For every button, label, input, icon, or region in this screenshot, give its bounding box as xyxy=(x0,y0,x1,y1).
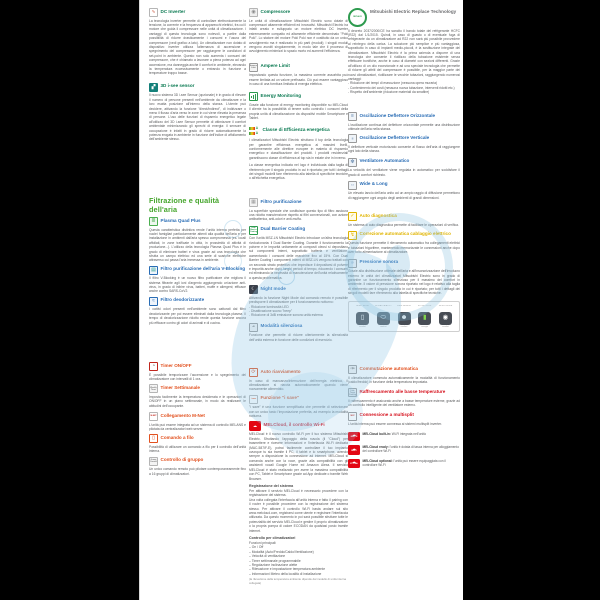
low-temp-cooling-icon xyxy=(348,388,357,397)
feature-title: Modalità silenziosa xyxy=(260,323,303,329)
feature-title: Energy Monitoring xyxy=(260,92,302,98)
bullet-item: - Riduzione dei tempi di esecuzione (nessuna opera muraria) xyxy=(348,81,438,86)
feature-header xyxy=(149,384,246,393)
horizontal-vane-icon-glyph: ≡ xyxy=(351,113,354,119)
feature-title: Plasma Quad Plus xyxy=(160,217,201,223)
night-mode-icon-glyph: ☾ xyxy=(251,286,256,293)
subsection-title: Registrazione del sistema xyxy=(249,483,294,488)
feature-body: L'unità può essere integrata ad un sistema di controllo MELANS e pilotata da centralizzatori web server. xyxy=(149,422,246,431)
wide-long-airflow-icon-glyph: ⇔ xyxy=(350,181,355,188)
weekly-timer-icon-label: Weekly Timer xyxy=(150,386,157,391)
feature-header xyxy=(149,412,246,421)
feature-header xyxy=(348,181,460,190)
feature-header xyxy=(249,226,348,235)
ampere-limit-icon xyxy=(249,63,258,72)
column-group-col3_bot xyxy=(348,365,460,498)
section-compressore xyxy=(249,8,348,54)
section-filtro-v-blocking xyxy=(149,266,246,294)
feature-body: Il raffrescamento è assicurato anche a basse temperature esterne, grazie ad un controllo intelligente del ventilatore esterno. xyxy=(348,398,460,408)
section-3d-i-see-sensor xyxy=(149,83,246,142)
melcloud-list-item xyxy=(348,445,460,455)
bullet-item: - Disattivazione suono "beep" xyxy=(249,309,293,313)
feature-header xyxy=(249,368,348,377)
melcloud-item-text xyxy=(363,432,426,436)
plasma-quad-icon xyxy=(149,217,158,226)
feature-header xyxy=(149,434,246,443)
feature-header xyxy=(348,158,460,167)
dual-barrier-coating-icon xyxy=(249,226,258,235)
column-group-col1_top xyxy=(149,8,246,194)
occupancy-sensor-icon: ☻ xyxy=(398,312,411,325)
night-mode-icon xyxy=(249,285,258,294)
section-classe-efficienza-note xyxy=(249,163,348,181)
feature-header xyxy=(348,112,460,121)
v-blocking-filter-icon xyxy=(149,266,158,275)
mxz-multisplit-icon-label: MXZ xyxy=(350,415,355,418)
panel-cell-indoor-unit-icon xyxy=(353,305,372,328)
section-funzione-i-save xyxy=(249,395,348,419)
feature-header xyxy=(348,231,460,240)
energy-monitoring-icon xyxy=(249,92,258,101)
v-blocking-filter-icon-glyph: ▤ xyxy=(151,266,156,273)
feature-body: Il filtro V-Blocking è un nuovo filtro purificatore che migliora il sistema filtrante agli ioni d'argento aggiungendo un'azione anti-virus, in grado di inibire virus, batteri, muffe e allergeni; efficace anche contro SARS-CoV2. xyxy=(149,276,246,294)
vertical-vane-icon-label: ||| xyxy=(351,137,354,140)
section-ampere-limit xyxy=(249,63,348,87)
auto-fan-icon xyxy=(348,158,357,167)
melcloud-item-text xyxy=(363,445,461,453)
feature-header xyxy=(149,457,246,466)
energy-label-class: A xyxy=(255,126,259,131)
feature-body: I climatizzatori Mitsubishi Electric sfruttano il top della tecnologia per garantire efficienza energetica ai massimi livelli, conformemente alle direttive europee in materia di risparmio energetico e classificazione dei prodotti. I prodotti residenziali garantiscono classe di efficienza al top sia in estate che in inverno. xyxy=(249,138,348,160)
feature-header xyxy=(249,127,348,137)
bullet-item: – Timer settimanale programmabile xyxy=(249,558,301,563)
auto-fan-icon-glyph: ✻ xyxy=(350,158,355,165)
i-save-icon xyxy=(249,395,258,404)
feature-title: Filtro purificazione xyxy=(260,198,302,204)
panel-cell-auto-mode-icon xyxy=(374,305,393,328)
panel-cell-occupancy-sensor-icon xyxy=(395,305,414,328)
feature-title: Connessione a multisplit xyxy=(359,412,414,418)
feature-body: Possibilità di utilizzare un comando a filo per il controllo dell'unità interna. xyxy=(149,444,246,454)
column-group-col3_mid xyxy=(348,212,460,362)
auto-restart-icon xyxy=(249,368,258,377)
low-temp-cooling-icon-label: Low Temp Cooling xyxy=(348,389,357,396)
feature-body: Un unico comando remoto può pilotare contemporaneamente fino a 16 gruppi di climatizzatori. xyxy=(149,467,246,476)
energy-label-bar xyxy=(249,132,255,135)
feature-body: Il climatizzatore commuta automaticamente la modalità di funzionamento (caldo/freddo) in funzione della temperatura impostata. xyxy=(348,375,460,384)
section-melcloud-ready xyxy=(348,445,460,455)
footnote: (la rilevazione della temperatura ambiente dipende dal modello di unità interna collegata) xyxy=(249,576,347,585)
feature-title: MELCloud, il controllo Wi-Fi xyxy=(263,421,325,427)
feature-title: Raffrescamento alle basse temperature xyxy=(359,388,446,394)
subsection-paragraph: Una volta collegata l'interfaccia all'unità interna e fatto il pairing con il router è possibile procedere con la registrazione del sistema stesso. Per attivare il controllo Wi-Fi basta andare sul sito www.melcloud.com, registrarsi come utente e registrare l'interfaccia utilizzata. Da questo momento in poi sarà possibile sfruttare tutte le potenzialità del servizio MELCloud e gestire il proprio climatizzatore o la propria pompa di calore ECODAN da qualsiasi posto tramite internet. xyxy=(249,497,348,533)
silent-mode-icon-label: dB xyxy=(252,326,255,329)
feature-header xyxy=(149,83,246,92)
cloud-glyph: ☁ xyxy=(253,423,257,429)
feature-header xyxy=(249,395,348,404)
feature-body: I cattivi odori presenti nell'ambiente sono catturati dal filtro deodorizzante per poi essere eliminati dalla tecnologia plasma. Il tempo di deodorizzazione ridotto rende questa funzione ancora più efficace contro gli odori di animali e di cucina. xyxy=(149,307,246,325)
melcloud-item-name: MELCloud ready: xyxy=(362,445,389,450)
section-energy-monitoring xyxy=(249,92,348,120)
feature-header xyxy=(149,8,246,17)
feature-header xyxy=(249,421,348,431)
dc-inverter-icon xyxy=(149,8,158,17)
feature-title: Comando a filo xyxy=(160,434,194,440)
feature-title: Collegamento M-Net xyxy=(160,412,205,418)
purifying-filter-icon xyxy=(249,198,258,207)
panel-cell-label: comfort xyxy=(359,325,366,328)
compressor-icon xyxy=(249,8,258,17)
section-filtro-purificazione xyxy=(249,198,348,222)
bullet-item: – Velocità di ventilazione xyxy=(249,554,286,559)
feature-header xyxy=(149,297,246,306)
feature-title: DC Inverter xyxy=(160,8,186,14)
melcloud-item-description: l'unità è dotata di tasca interna per alloggiamento del controllore Wi-Fi xyxy=(362,445,459,454)
section-comando-a-filo xyxy=(149,434,246,453)
i-see-sensor-icon-glyph: ▞ xyxy=(151,83,156,90)
feature-header xyxy=(348,388,460,397)
deodorizing-filter-icon xyxy=(149,297,158,306)
melcloud-badge-icon xyxy=(348,445,360,455)
i-see-sensor-icon xyxy=(149,83,158,92)
feature-title: Mitsubishi Electric Replace Technology xyxy=(370,8,457,14)
feature-body: Il decreto 2037/2000/CE ha sancito il bando totale del refrigerante HCFC (R22) dal 1/1/2015. Quindi, in caso di guasto o di eventuale fuga di refrigerante da un climatizzatore ad R22 non sarà più possibile provvedere al reintegro della carica. La soluzione più semplice e più vantaggiosa, soprattutto in caso di impianti medio-piccoli, è la sostituzione integrale del climatizzatore. Mitsubishi Electric è la prima azienda a disporre di una tecnologia che consente il riutilizzo della tubazione esistente senza effettuare bonifiche, anche in caso di diametri con sezioni differenti. Grazie all'utilizzo di un olio eccezionale e ad una speciale tecnologia che permette di ridurre gli attriti del compressore è possibile, per la maggior parte dei nuovi climatizzatori, riutilizzare le vecchie tubazioni, raggiungendo numerosi vantaggi: xyxy=(348,28,460,81)
section-comfort-icons-panel xyxy=(348,301,460,332)
feature-body: Le unità di climatizzazione Mitsubishi Electric sono dotate di compressori altamente efficienti ed innovativi. Mitsubishi Electric ha infatti creato e sviluppato un motore elettrico DC Inverter estremamente compatto ed altamente efficiente denominato "Poki Poki". Lo statore del motore Poki Poki non è costituito da un unico avvolgimento ma è realizzato in più parti (moduli); i singoli moduli vengono avvolti singolarmente, in modo tale che il processo di avvolgimento minimizzi lo spazio morto ed aumenti l'efficienza. xyxy=(249,18,348,54)
section-night-mode xyxy=(249,285,348,318)
feature-header xyxy=(348,259,460,268)
feature-title: Controllo di gruppo xyxy=(160,457,204,463)
m-net-icon-label: M-NET xyxy=(150,415,157,418)
panel-cell-caption: SILENT MODE xyxy=(438,304,453,307)
section-wide-and-long xyxy=(348,181,460,200)
ampere-limit-icon-label: Ampere Limit xyxy=(249,65,258,70)
feature-header xyxy=(149,217,246,226)
column-group-col1_bot xyxy=(149,362,246,490)
feature-header xyxy=(249,285,348,294)
section-classe-efficienza xyxy=(249,127,348,161)
feature-body: Questa caratteristica distintiva rende l'unità interna perfetta per nuclei famigliari particolarmente attenti alla qualità dell'aria e per installazione in ambienti dall'aria spesso compromessa (es. locali affollati, in zone trafficate in città, in prossimità di attività di produzione...). L'utilizzo della tecnologia Plasma Quad Plus è in grado di eliminare batteri e virus grazie ad una tecnologia che sfrutta un campo elettrico ed una serie di scariche elettriche attraverso cui passa l'aria immessa in ambiente. xyxy=(149,227,246,263)
section-timer-settimanale xyxy=(149,384,246,408)
melcloud-item-text xyxy=(363,459,461,467)
column-group-col1_mid xyxy=(149,196,246,358)
horizontal-vane-icon xyxy=(348,112,357,121)
feature-body: La tecnologia inverter permette di controllare elettronicamente la tensione, la corrente e la frequenza di apparecchi elettrici, fra cui il motore che guida il compressore nelle unità di climatizzazione. I vantaggi di questa tecnologia sono notevoli, a partire dalla possibilità di ridurre drasticamente i consumi e l'usura del compressore (vedi grafico a lato). Un climatizzatore non dotato di dispositivo inverter utilizza l'alternanza di accensione e spegnimento del compressore per raggiungere le condizioni di set-point in ambiente. Questo non solo aumenta i consumi del compressore, che è chiamato a lavorare a piena potenza ad ogni accensione, ma danneggia anche il comfort in ambiente, elevando la temperatura eccessivamente o entrando in funzione a temperature troppo basse. xyxy=(149,18,246,76)
vertical-vane-icon xyxy=(348,134,357,143)
feature-body: Grazie alla distribuzione ottimale dell'aria e all'insonorizzazione dell'involucro esterno le unità dei climatizzatori Mitsubishi Electric sono in grado di garantire un funzionamento silenzioso per il massimo del comfort in ambiente. Il valore di pressione sonora riportato nel logo è relativo alla taglia di riferimento per il singolo prodotto in cui è riportato; per tutti i dettagli dei singoli modelli fare riferimento alla tabella di specifiche tecniche. xyxy=(348,269,460,296)
energy-label-row xyxy=(249,132,260,137)
energy-class-label-icon xyxy=(249,127,260,137)
section-controllo-di-gruppo xyxy=(149,457,246,476)
melcloud-list-item xyxy=(348,459,460,469)
panel-cell-label: comfort xyxy=(442,325,449,328)
feature-body: MELCloud è il nuovo controllo Wi-Fi per il tuo sistema Mitsubishi Electric. Sfruttando l'appoggio della nuvola (il "Cloud") per trasmettere e ricevere informazioni e l'interfaccia Wi-Fi dedicata (MAC-587IF-E), potrai facilmente controllare il tuo impianto ovunque tu sia tramite il PC, il tablet e lo smartphone, avendo sempre a disposizione la connessione ad internet. MELCloud si comanda anche con la voce, grazie alla compatibilità con gli assistenti vocali Google Home ed Amazon Alexa. Il servizio MELCloud è stato realizzato per avere la massima compatibilità con PC, Tablet e Smartphone grazie ad App dedicate o tramite Web Browser. xyxy=(249,432,348,481)
group-control-icon-label: Group Control xyxy=(150,459,157,464)
melcloud-badge-icon xyxy=(348,459,360,469)
feature-title: Compressore xyxy=(260,8,291,14)
purifying-filter-icon-glyph: ▦ xyxy=(251,199,256,205)
feature-header xyxy=(348,365,460,374)
bullet-item: – Informazioni Meteo della località di installazione xyxy=(249,571,322,576)
timer-on-off-icon xyxy=(149,362,158,371)
section-oscillazione-orizzontale xyxy=(348,112,460,131)
panel-cell-label: comfort xyxy=(379,325,387,328)
section-body: La classe energetica indicata nel logo è individuata dalla taglia di riferimento per il singolo prodotto in cui è riportata; per tutti i dettagli dei singoli modelli fare riferimento alla tabella di specifiche tecniche o all'etichetta energetica. xyxy=(249,163,348,181)
section-melcloud-wifi xyxy=(249,421,348,480)
feature-header xyxy=(348,134,460,143)
feature-title: Ventilatore Automatico xyxy=(359,158,410,164)
wide-long-airflow-icon xyxy=(348,181,357,190)
section-filtro-deodorizzante xyxy=(149,297,246,325)
feature-body: La superficie speciale che costituisce questo tipo di filtro assicura una ridotta manutenzione rispetto ai filtri convenzionali, con azione antibatterica, anti-odori e anti-muffa. xyxy=(249,208,348,222)
feature-title: Funzione "i save" xyxy=(260,395,300,401)
panel-cell-caption: NIGHT MODE xyxy=(356,304,369,307)
feature-body: Imposta facilmente la temperatura desiderata e le operazioni di ON/OFF in un piano settimanale, in modo da realizzare le abitudini dell'occupante. xyxy=(149,394,246,408)
melcloud-item-name: MELCloud optional: xyxy=(362,458,393,463)
section-timer-on-off xyxy=(149,362,246,381)
timer-on-off-icon-glyph: ◔ xyxy=(151,363,156,369)
feature-body: In caso di mancanza/interruzione dell'energia elettrica, il climatizzatore si riavvia automaticamente quando viene nuovamente alimentato. xyxy=(249,378,348,392)
filtration-section-title: Filtrazione e qualità dell'aria xyxy=(149,196,220,214)
feature-body: Con l'unità MSZ-LN Mitsubishi Electric introduce un'altra tecnologia rivoluzionaria: il Dual Barrier Coating. Durante il funzionamento la polvere e le impurità unitamente ai composti oleosi si depositano sui componenti interni, soprattutto batteria e ventilatore, aumentando i consumi delle macchine fino al 15%. Con Dual Barrier Coating i componenti interni di MSZ-LN vengono trattati con un secondo strato protettivo che impedisce il depositarsi di polvere e impurità anche dopo lunghi periodi di tempo, riducendo i consumi ed eliminando la necessità di manutenzione dell'unità relativamente a questa problematica. xyxy=(249,236,348,280)
bullet-item: - Riduzione luminosità LED xyxy=(249,304,289,309)
group-control-icon xyxy=(149,457,158,466)
replace-logo-text: REPLACE xyxy=(353,15,362,18)
subsection-title: Controllo per climatizzatori xyxy=(249,535,296,540)
feature-body: È possibile temporizzare l'accensione e lo spegnimento del climatizzatore con intervalli di 1 ora. xyxy=(149,372,246,381)
subsection-paragraph: Per attivare il servizio MELCloud è necessario procedere con la registrazione del sistema. xyxy=(249,488,348,498)
auto-changeover-icon xyxy=(348,365,357,374)
section-melcloud-built-in xyxy=(348,432,460,442)
energy-label-bar xyxy=(249,127,255,130)
feature-header xyxy=(249,198,348,207)
bullet-item: – Rilevazione e impostazione temperatura ambiente xyxy=(249,567,326,572)
feature-header xyxy=(348,412,460,421)
m-net-icon xyxy=(149,412,158,421)
i-save-icon-label: i save xyxy=(250,398,257,401)
feature-title: Wide & Long xyxy=(359,181,388,187)
wired-remote-icon-glyph: ▯ xyxy=(152,435,155,442)
auto-restart-icon-glyph: ⟳ xyxy=(251,369,256,375)
section-pressione-sonora xyxy=(348,259,460,296)
panel-cell-econo-cool-icon xyxy=(415,305,434,328)
feature-title: Oscillazione Deflettore Verticale xyxy=(359,134,430,140)
bullet-item: - Riduzione di 3dB emissione sonora unità esterna xyxy=(249,313,323,318)
self-diagnosis-icon xyxy=(348,212,357,221)
section-filtration-title xyxy=(149,196,246,214)
feature-body: L'oscillazione continua del deflettore orizzontale permette una distribuzione ottimale dell'aria nella stanza. xyxy=(348,122,460,131)
feature-body: Il deflettore verticale motorizzato consente al flusso dell'aria di raggiungere ogni lato della stanza. xyxy=(348,144,460,154)
feature-title: Commutazione automatica xyxy=(359,365,418,371)
bullet-item: – On / Off xyxy=(249,545,264,550)
melcloud-item-description: l'unità può essere equipaggiata con il controllore Wi-Fi xyxy=(362,458,446,467)
self-diagnosis-icon-glyph: ✓ xyxy=(350,213,355,219)
section-controllo-climatizzatori xyxy=(249,536,348,585)
section-connessione-multisplit xyxy=(348,412,460,427)
wired-remote-icon xyxy=(149,434,158,443)
section-auto-diagnostica xyxy=(348,212,460,227)
column-group-col3_air xyxy=(348,112,460,210)
auto-changeover-icon-label: C⇄H xyxy=(350,368,355,371)
feature-header xyxy=(149,266,246,275)
column-group-col2_mid xyxy=(249,198,348,364)
panel-cell-silent-operation-icon xyxy=(436,305,455,328)
feature-header xyxy=(249,8,348,17)
silent-mode-icon xyxy=(249,323,258,332)
energy-label-row xyxy=(249,127,260,132)
feature-header xyxy=(249,323,348,332)
econo-cool-icon: ▮ xyxy=(418,312,431,325)
section-replace-technology xyxy=(348,8,460,95)
panel-cell-caption: MODALITÀ AUTO xyxy=(375,304,392,307)
auto-mode-icon: ⬭ xyxy=(377,312,390,325)
section-oscillazione-verticale xyxy=(348,134,460,153)
feature-header xyxy=(149,362,246,371)
feature-title: Auto diagnostica xyxy=(359,212,397,218)
melcloud-badge-icon xyxy=(348,432,360,442)
feature-title: Classe di Efficienza energetica xyxy=(262,127,330,133)
auto-wiring-icon xyxy=(348,231,357,240)
panel-cell-label: comfort xyxy=(400,325,408,328)
cloud-glyph: ☁ xyxy=(352,445,356,451)
feature-title: Auto riavviamento xyxy=(260,368,301,374)
section-ventilatore-automatico xyxy=(348,158,460,177)
column-group-col2_top xyxy=(249,8,348,196)
melcloud-badge-label: OPTIONAL xyxy=(349,464,359,466)
cloud-glyph: ☁ xyxy=(352,432,356,438)
feature-title: Dual Barrier Coating xyxy=(260,226,306,232)
section-collegamento-m-net xyxy=(149,412,246,431)
deodorizing-filter-icon-glyph: ≈ xyxy=(152,297,155,304)
feature-body: Il nuovo sistema 3D i-see Sensor (opzionale) è in grado di rilevare il numero di persone presenti nell'ambiente da climatizzare e la loro esatta posizione all'interno della stanza. L'utente può decidere, attivando la funzione "direct/indirect", di indirizzare o meno il flusso d'aria verso le zone in cui viene rilevata la presenza di persone. L'uso delle funzioni di risparmio energetico legate all'utilizzo del 3D i-see Sensor permette di ottimizzare il comfort ambientale minimizzando gli sprechi di energia: il sensore di occupazione è infatti in grado di ridurre automaticamente la potenza erogata in ambiente in funzione dell'indice di affollamento dell'ambiente stesso. xyxy=(149,93,246,142)
subsection-paragraph: Funzioni principali: xyxy=(249,540,277,545)
section-auto-riavviamento xyxy=(249,368,348,392)
feature-title: Night mode xyxy=(260,285,286,291)
panel-cell-label: energia xyxy=(421,325,429,328)
feature-header xyxy=(249,63,348,72)
section-melcloud-optional xyxy=(348,459,460,469)
feature-title: 3D i-see sensor xyxy=(160,83,195,89)
cloud-glyph: ☁ xyxy=(352,459,356,465)
dc-inverter-icon-glyph: ∿ xyxy=(151,9,156,15)
document-page xyxy=(139,0,463,600)
feature-body: Grazie alla funzione di energy monitoring disponibile su MELCloud il cliente ha la possibilità di tenere sotto controllo i consumi della propria unità di climatizzazione da dispositivi mobile Smartphone e Tablet. xyxy=(249,102,348,121)
melcloud-item-description: Wi-Fi integrata nell'unità xyxy=(390,431,426,436)
melcloud-icon xyxy=(249,421,261,431)
feature-icons-panel xyxy=(348,301,460,332)
section-correzione-cablaggio xyxy=(348,231,460,255)
mxz-multisplit-icon xyxy=(348,412,357,421)
auto-wiring-icon-glyph: ↯ xyxy=(350,231,355,238)
section-raffrescamento-basse-temperature xyxy=(348,388,460,407)
feature-title: Timer ON/OFF xyxy=(160,362,192,368)
section-dual-barrier-coating xyxy=(249,226,348,281)
feature-title: Correzione automatica cablaggio elettrico xyxy=(359,231,451,237)
column-group-col3_top xyxy=(348,8,460,110)
section-commutazione-automatica xyxy=(348,365,460,384)
feature-title: Filtro deodorizzante xyxy=(160,297,205,303)
feature-header xyxy=(249,92,348,101)
section-dc-inverter xyxy=(149,8,246,76)
feature-body: Funzione che permette di ridurre ulteriormente la silenziosità dell'unità esterna in funzione delle condizioni di esercizio. xyxy=(249,333,348,342)
feature-body: Un elevato lancio dell'aria unito ad un ampio raggio di diffusione permettono di raggiungere ogni angolo degli ambienti di grandi dimensioni. xyxy=(348,191,460,200)
weekly-timer-icon xyxy=(149,384,158,393)
melcloud-badge-label: BUILT IN xyxy=(350,437,358,439)
melcloud-list-item xyxy=(348,432,460,442)
feature-header xyxy=(348,8,460,27)
feature-title: Filtro purificazione dell'aria V-Blocking xyxy=(160,266,246,272)
section-registrazione-sistema xyxy=(249,484,348,533)
column-group-col2_bot xyxy=(249,368,348,596)
feature-header xyxy=(348,212,460,221)
feature-body: La velocità del ventilatore viene regolata in automatico per soddisfare il grado di comfort richiesto. xyxy=(348,168,460,177)
feature-title: Ampere Limit xyxy=(260,63,290,69)
feature-body: "i save" è una funzione semplificata che permette di selezionare con un unico tasto l'impostazione preferita, ad esempio la modalità notturna. xyxy=(249,405,348,419)
compressor-icon-glyph: ◉ xyxy=(251,9,256,15)
feature-body: Attivando la funzione Night Mode dal comando remoto è possibile predisporre il climatizzatore per il funzionamento notturno: xyxy=(249,295,348,305)
plasma-quad-icon-glyph: ≣ xyxy=(151,218,156,224)
feature-title: Oscillazione Deflettore Orizzontale xyxy=(359,112,436,118)
monitor-bar xyxy=(255,94,257,100)
sound-pressure-icon-label: ))) xyxy=(351,262,354,265)
section-modalita-silenziosa xyxy=(249,323,348,342)
section-plasma-quad-plus xyxy=(149,217,246,263)
bullet-item: – Modalità (Auto/Freddo/Caldo/Ventilazione) xyxy=(249,549,314,554)
indoor-unit-icon: ▯ xyxy=(356,312,369,325)
bullet-item: – Regolazione inclinazione alette xyxy=(249,563,298,567)
feature-title: Pressione sonora xyxy=(359,259,399,265)
feature-body: L'unità interna può essere connessa ai sistemi multisplit inverter. xyxy=(348,422,442,427)
energy-label-class: A xyxy=(255,131,259,136)
feature-body: Questa funzione permette il rilevamento automatico fra collegamenti elettrici e tubazioni frigorifere, mantenendo memorizzate le connessioni anche dopo aver tolto alimentazione al climatizzatore. xyxy=(348,241,460,255)
panel-cell-caption: I-SEE SENSOR xyxy=(396,304,412,307)
silent-operation-icon: ◉ xyxy=(439,312,452,325)
melcloud-item-name: MELCloud built-in: xyxy=(362,431,391,436)
feature-title: Timer Settimanale xyxy=(160,384,200,390)
replace-technology-logo xyxy=(348,8,367,27)
feature-body: Un sistema di auto diagnostica permette di facilitare le operazioni di verifica. xyxy=(348,222,459,227)
panel-cell-caption: ECONO COOL xyxy=(417,304,432,307)
dual-barrier-coating-icon-label: Dual Barrier Coating xyxy=(249,227,258,234)
bullet-item: - Rispetto dell'ambiente (riduzione materiali da smaltire) xyxy=(348,90,430,95)
feature-body: Impostando questa funzione, la massima corrente assorbita può essere limitata ad un valore prefissato. Ciò può essere vantaggioso in caso di una fornitura limitata di energia elettrica. xyxy=(249,73,348,87)
bullet-item: - Contenimento dei costi (nessuna nuova tubazione, interventi ridotti etc.) xyxy=(348,85,455,90)
sound-pressure-icon xyxy=(348,259,357,268)
melcloud-badge-label: READY xyxy=(351,450,357,452)
